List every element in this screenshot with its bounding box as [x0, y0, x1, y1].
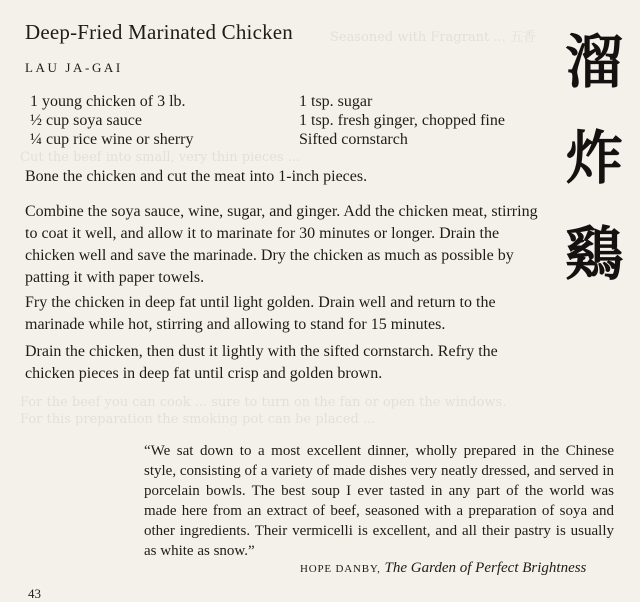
- epigraph-quote: “We sat down to a most excellent dinner, wholly prepared in the Chinese style, consisting of a variety of made dishes very neatly dressed, and served in porcelain bowls. The best soup I ever tasted in any part of the world was made here from an extract of beef, seasoned with a preparation of soya and other ingredients. Their vermicelli is excellent, and all their pastry is usually as white as snow.”: [144, 443, 614, 559]
- show-through-text: For this preparation the smoking pot can be placed ...: [20, 412, 376, 427]
- show-through-text: Seasoned with Fragrant ... 五香: [330, 30, 536, 45]
- ingredients-left-column: [30, 92, 194, 149]
- recipe-step-1: Bone the chicken and cut the meat into 1-inch pieces.: [25, 168, 368, 185]
- show-through-text: For the beef you can cook ... sure to turn on the fan or open the windows.: [20, 395, 507, 410]
- recipe-step-3: Fry the chicken in deep fat until light golden. Drain well and return to the marinade while hot, stirring and allowing to stand for 15 minutes.: [25, 294, 496, 333]
- ingredient-item: 1 tsp. sugar: [299, 93, 373, 110]
- quote-attribution: [300, 560, 586, 577]
- ingredient-item: 1 young chicken of 3 lb.: [30, 93, 186, 110]
- show-through-text: Cut the beef into small, very thin pieces ...: [20, 150, 301, 165]
- ingredient-item: ½ cup soya sauce: [30, 112, 142, 129]
- page-number: 43: [28, 586, 41, 601]
- calligraphy-char: 溜: [564, 28, 623, 96]
- recipe-subtitle: LAU JA-GAI: [25, 60, 123, 75]
- quote-book-title: The Garden of Perfect Brightness: [384, 560, 587, 576]
- recipe-title: Deep-Fried Marinated Chicken: [25, 20, 294, 44]
- chinese-calligraphy: [556, 14, 632, 302]
- calligraphy-char: 鷄: [564, 220, 623, 288]
- recipe-step-2: Combine the soya sauce, wine, sugar, and ginger. Add the chicken meat, stirring to coat it well, and allow it to marinate for 30 minutes or longer. Drain the chicken well and save the marinade. Dry the chicken as much as possible by patting it with paper towels.: [25, 203, 538, 286]
- calligraphy-char: 炸: [564, 124, 623, 192]
- recipe-step-4: Drain the chicken, then dust it lightly with the sifted cornstarch. Refry the chicken pieces in deep fat until crisp and golden brown.: [25, 343, 498, 382]
- quote-author: HOPE DANBY,: [300, 563, 381, 575]
- ingredient-item: 1 tsp. fresh ginger, chopped fine: [299, 112, 505, 129]
- ingredients-right-column: [299, 92, 505, 149]
- ingredient-item: ¼ cup rice wine or sherry: [30, 131, 194, 148]
- ingredient-item: Sifted cornstarch: [299, 131, 408, 148]
